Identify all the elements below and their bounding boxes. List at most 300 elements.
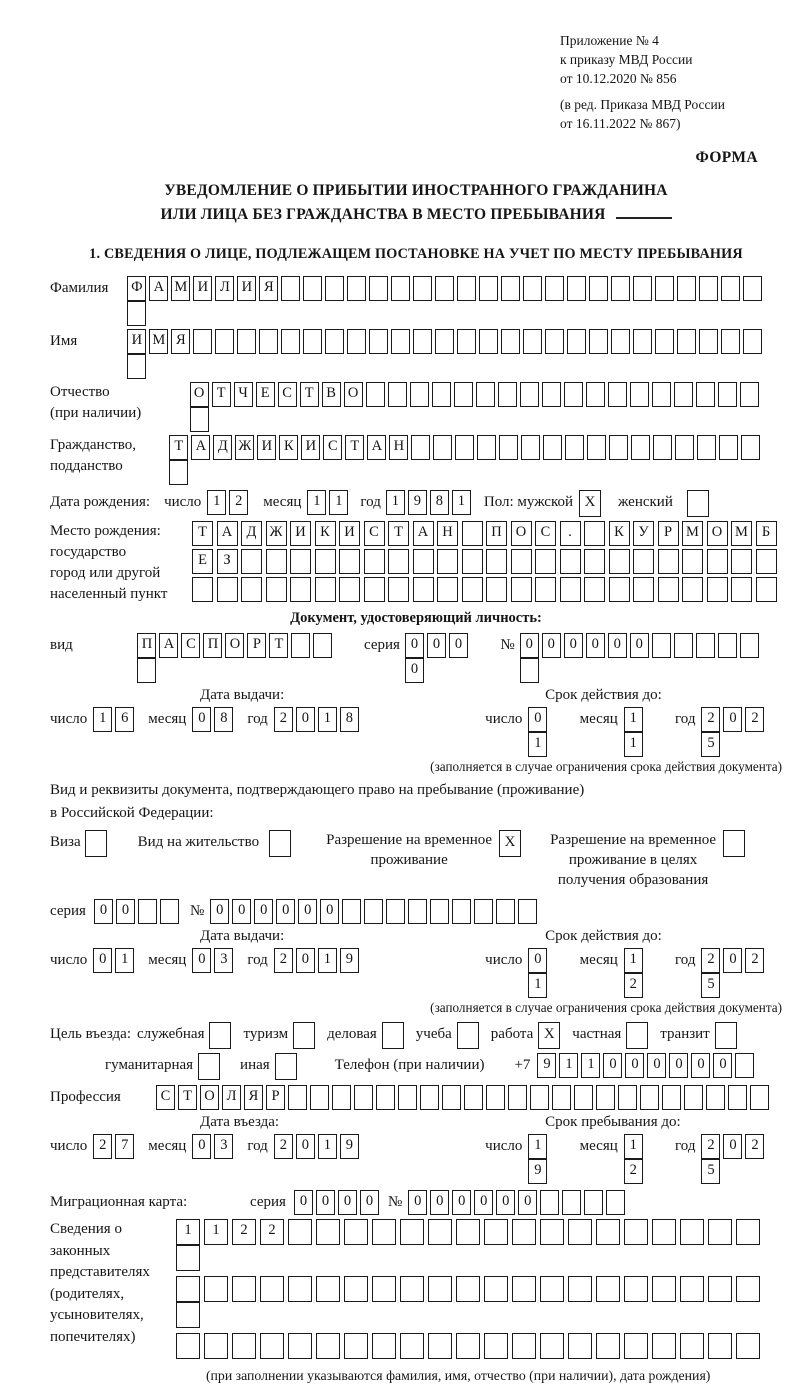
char-box[interactable]: 9	[528, 1159, 547, 1184]
char-box[interactable]: 0	[254, 899, 273, 924]
char-box[interactable]	[176, 1333, 200, 1359]
char-box[interactable]	[511, 549, 532, 574]
char-box[interactable]	[410, 382, 429, 407]
char-box[interactable]	[369, 276, 388, 301]
char-box[interactable]: 1	[307, 490, 326, 515]
char-box[interactable]	[364, 549, 385, 574]
char-box[interactable]	[420, 1085, 439, 1110]
char-box[interactable]: 2	[232, 1219, 256, 1245]
char-box[interactable]	[442, 1085, 461, 1110]
char-box[interactable]	[241, 577, 262, 602]
char-box[interactable]	[731, 549, 752, 574]
char-box[interactable]	[530, 1085, 549, 1110]
char-box[interactable]	[477, 435, 496, 460]
char-box[interactable]: 0	[427, 633, 446, 658]
char-box[interactable]: Т	[178, 1085, 197, 1110]
char-box[interactable]: 2	[624, 973, 643, 998]
char-box[interactable]	[535, 549, 556, 574]
char-box[interactable]: П	[203, 633, 222, 658]
char-box[interactable]	[674, 633, 693, 658]
char-box[interactable]	[721, 329, 740, 354]
char-box[interactable]: 1	[318, 707, 337, 732]
char-box[interactable]	[545, 329, 564, 354]
char-box[interactable]	[574, 1085, 593, 1110]
char-box[interactable]	[736, 1219, 760, 1245]
char-box[interactable]	[288, 1333, 312, 1359]
char-box[interactable]: 5	[701, 1159, 720, 1184]
char-box[interactable]: М	[171, 276, 190, 301]
char-box[interactable]	[652, 1276, 676, 1302]
char-box[interactable]: 2	[745, 1134, 764, 1159]
char-box[interactable]	[364, 577, 385, 602]
char-box[interactable]	[624, 1276, 648, 1302]
char-box[interactable]	[608, 382, 627, 407]
char-box[interactable]	[344, 1219, 368, 1245]
char-box[interactable]: 0	[405, 633, 424, 658]
char-box[interactable]	[606, 1190, 625, 1215]
char-box[interactable]: 1	[318, 1134, 337, 1159]
char-box[interactable]	[680, 1276, 704, 1302]
char-box[interactable]	[339, 577, 360, 602]
char-box[interactable]	[682, 549, 703, 574]
char-box[interactable]	[457, 1022, 479, 1049]
char-box[interactable]: Е	[192, 549, 213, 574]
char-box[interactable]	[291, 633, 310, 658]
char-box[interactable]	[633, 276, 652, 301]
char-box[interactable]: 1	[204, 1219, 228, 1245]
char-box[interactable]: 1	[318, 948, 337, 973]
char-box[interactable]	[430, 899, 449, 924]
char-box[interactable]: 1	[386, 490, 405, 515]
char-box[interactable]	[756, 577, 777, 602]
char-box[interactable]	[232, 1333, 256, 1359]
char-box[interactable]	[452, 899, 471, 924]
char-box[interactable]: 0	[723, 948, 742, 973]
char-box[interactable]: О	[511, 521, 532, 546]
char-box[interactable]	[372, 1276, 396, 1302]
char-box[interactable]	[652, 1333, 676, 1359]
char-box[interactable]	[680, 1219, 704, 1245]
char-box[interactable]: С	[156, 1085, 175, 1110]
char-box[interactable]	[662, 1085, 681, 1110]
char-box[interactable]: В	[322, 382, 341, 407]
char-box[interactable]: 0	[316, 1190, 335, 1215]
char-box[interactable]	[587, 435, 606, 460]
char-box[interactable]	[281, 276, 300, 301]
char-box[interactable]	[736, 1333, 760, 1359]
char-box[interactable]: 0	[691, 1053, 710, 1078]
char-box[interactable]	[652, 633, 671, 658]
char-box[interactable]	[411, 435, 430, 460]
char-box[interactable]: Т	[192, 521, 213, 546]
char-box[interactable]	[609, 549, 630, 574]
char-box[interactable]: А	[159, 633, 178, 658]
char-box[interactable]	[372, 1333, 396, 1359]
char-box[interactable]: 0	[542, 633, 561, 658]
char-box[interactable]	[501, 329, 520, 354]
char-box[interactable]	[290, 577, 311, 602]
char-box[interactable]	[137, 658, 156, 683]
char-box[interactable]: А	[149, 276, 168, 301]
char-box[interactable]: О	[190, 382, 209, 407]
char-box[interactable]	[325, 329, 344, 354]
char-box[interactable]	[435, 276, 454, 301]
char-box[interactable]: 0	[192, 948, 211, 973]
char-box[interactable]	[540, 1333, 564, 1359]
char-box[interactable]: И	[290, 521, 311, 546]
char-box[interactable]	[552, 1085, 571, 1110]
char-box[interactable]	[535, 577, 556, 602]
char-box[interactable]: 0	[408, 1190, 427, 1215]
char-box[interactable]	[237, 329, 256, 354]
char-box[interactable]	[217, 577, 238, 602]
char-box[interactable]	[741, 435, 760, 460]
char-box[interactable]	[521, 435, 540, 460]
char-box[interactable]: 7	[115, 1134, 134, 1159]
char-box[interactable]	[596, 1333, 620, 1359]
char-box[interactable]: Д	[213, 435, 232, 460]
char-box[interactable]: К	[609, 521, 630, 546]
char-box[interactable]	[499, 435, 518, 460]
char-box[interactable]: 0	[520, 633, 539, 658]
char-box[interactable]: И	[237, 276, 256, 301]
char-box[interactable]: X	[499, 830, 521, 857]
char-box[interactable]	[677, 276, 696, 301]
char-box[interactable]	[269, 830, 291, 857]
char-box[interactable]: X	[538, 1022, 560, 1049]
char-box[interactable]: 0	[360, 1190, 379, 1215]
char-box[interactable]: 1	[624, 732, 643, 757]
char-box[interactable]	[462, 521, 483, 546]
char-box[interactable]	[756, 549, 777, 574]
char-box[interactable]	[484, 1276, 508, 1302]
char-box[interactable]	[707, 549, 728, 574]
char-box[interactable]: 1	[624, 1134, 643, 1159]
char-box[interactable]	[344, 1276, 368, 1302]
char-box[interactable]	[584, 1190, 603, 1215]
char-box[interactable]	[85, 830, 107, 857]
char-box[interactable]	[479, 329, 498, 354]
char-box[interactable]: 2	[260, 1219, 284, 1245]
char-box[interactable]	[169, 460, 188, 485]
char-box[interactable]	[457, 276, 476, 301]
char-box[interactable]: 0	[232, 899, 251, 924]
char-box[interactable]	[413, 577, 434, 602]
char-box[interactable]: 0	[296, 948, 315, 973]
char-box[interactable]	[658, 577, 679, 602]
char-box[interactable]	[584, 577, 605, 602]
char-box[interactable]	[413, 276, 432, 301]
char-box[interactable]	[303, 329, 322, 354]
char-box[interactable]: Я	[259, 276, 278, 301]
char-box[interactable]: Т	[345, 435, 364, 460]
char-box[interactable]	[696, 633, 715, 658]
char-box[interactable]: 2	[274, 948, 293, 973]
char-box[interactable]: 0	[669, 1053, 688, 1078]
char-box[interactable]: 9	[340, 948, 359, 973]
char-box[interactable]	[633, 549, 654, 574]
char-box[interactable]: 0	[276, 899, 295, 924]
char-box[interactable]: 1	[581, 1053, 600, 1078]
char-box[interactable]	[542, 382, 561, 407]
char-box[interactable]	[568, 1276, 592, 1302]
char-box[interactable]	[388, 577, 409, 602]
char-box[interactable]	[750, 1085, 769, 1110]
char-box[interactable]	[456, 1219, 480, 1245]
char-box[interactable]: 2	[745, 948, 764, 973]
char-box[interactable]	[630, 382, 649, 407]
char-box[interactable]	[342, 899, 361, 924]
char-box[interactable]: 0	[474, 1190, 493, 1215]
char-box[interactable]: 1	[528, 732, 547, 757]
char-box[interactable]	[190, 407, 209, 432]
char-box[interactable]	[609, 577, 630, 602]
char-box[interactable]	[708, 1219, 732, 1245]
char-box[interactable]	[699, 276, 718, 301]
char-box[interactable]: Ф	[127, 276, 146, 301]
char-box[interactable]: 0	[296, 1134, 315, 1159]
char-box[interactable]	[560, 577, 581, 602]
char-box[interactable]: М	[149, 329, 168, 354]
char-box[interactable]	[682, 577, 703, 602]
char-box[interactable]: 0	[294, 1190, 313, 1215]
char-box[interactable]: 9	[408, 490, 427, 515]
char-box[interactable]	[344, 1333, 368, 1359]
char-box[interactable]	[316, 1333, 340, 1359]
char-box[interactable]	[715, 1022, 737, 1049]
char-box[interactable]: 0	[405, 658, 424, 683]
char-box[interactable]	[523, 329, 542, 354]
char-box[interactable]: Т	[169, 435, 188, 460]
char-box[interactable]: 2	[701, 707, 720, 732]
char-box[interactable]: Б	[756, 521, 777, 546]
char-box[interactable]	[740, 633, 759, 658]
char-box[interactable]: 6	[115, 707, 134, 732]
char-box[interactable]	[687, 490, 709, 517]
char-box[interactable]	[192, 577, 213, 602]
char-box[interactable]	[215, 329, 234, 354]
char-box[interactable]	[204, 1276, 228, 1302]
char-box[interactable]	[176, 1276, 200, 1302]
char-box[interactable]	[586, 382, 605, 407]
char-box[interactable]: 9	[537, 1053, 556, 1078]
char-box[interactable]	[652, 1219, 676, 1245]
char-box[interactable]	[388, 382, 407, 407]
char-box[interactable]	[611, 329, 630, 354]
char-box[interactable]	[626, 1022, 648, 1049]
char-box[interactable]	[316, 1219, 340, 1245]
char-box[interactable]	[731, 577, 752, 602]
char-box[interactable]	[589, 329, 608, 354]
char-box[interactable]	[275, 1053, 297, 1080]
char-box[interactable]: Р	[247, 633, 266, 658]
char-box[interactable]	[176, 1302, 200, 1328]
char-box[interactable]: Р	[658, 521, 679, 546]
char-box[interactable]: 5	[701, 732, 720, 757]
char-box[interactable]: 1	[624, 707, 643, 732]
char-box[interactable]	[486, 549, 507, 574]
char-box[interactable]	[674, 382, 693, 407]
char-box[interactable]: Я	[171, 329, 190, 354]
char-box[interactable]	[303, 276, 322, 301]
char-box[interactable]	[455, 435, 474, 460]
char-box[interactable]	[618, 1085, 637, 1110]
char-box[interactable]: 0	[713, 1053, 732, 1078]
char-box[interactable]: .	[560, 521, 581, 546]
char-box[interactable]	[476, 382, 495, 407]
char-box[interactable]	[160, 899, 179, 924]
char-box[interactable]: 0	[647, 1053, 666, 1078]
char-box[interactable]	[680, 1333, 704, 1359]
char-box[interactable]	[567, 329, 586, 354]
char-box[interactable]	[540, 1190, 559, 1215]
char-box[interactable]: Н	[437, 521, 458, 546]
char-box[interactable]: 1	[207, 490, 226, 515]
char-box[interactable]	[325, 276, 344, 301]
char-box[interactable]	[313, 633, 332, 658]
char-box[interactable]	[364, 899, 383, 924]
char-box[interactable]	[484, 1219, 508, 1245]
char-box[interactable]	[735, 1053, 754, 1078]
char-box[interactable]: 0	[608, 633, 627, 658]
char-box[interactable]	[260, 1276, 284, 1302]
char-box[interactable]	[376, 1085, 395, 1110]
char-box[interactable]	[523, 276, 542, 301]
char-box[interactable]: 2	[274, 1134, 293, 1159]
char-box[interactable]	[479, 276, 498, 301]
char-box[interactable]: 0	[723, 707, 742, 732]
char-box[interactable]	[653, 435, 672, 460]
char-box[interactable]	[437, 577, 458, 602]
char-box[interactable]	[565, 435, 584, 460]
char-box[interactable]	[386, 899, 405, 924]
char-box[interactable]: У	[633, 521, 654, 546]
char-box[interactable]: 8	[430, 490, 449, 515]
char-box[interactable]	[640, 1085, 659, 1110]
char-box[interactable]: Р	[266, 1085, 285, 1110]
char-box[interactable]	[658, 549, 679, 574]
char-box[interactable]	[209, 1022, 231, 1049]
char-box[interactable]	[400, 1219, 424, 1245]
char-box[interactable]	[743, 276, 762, 301]
char-box[interactable]	[545, 276, 564, 301]
char-box[interactable]	[564, 382, 583, 407]
char-box[interactable]	[193, 329, 212, 354]
char-box[interactable]: 1	[329, 490, 348, 515]
char-box[interactable]: 2	[701, 948, 720, 973]
char-box[interactable]	[624, 1219, 648, 1245]
char-box[interactable]	[718, 633, 737, 658]
char-box[interactable]: 1	[93, 707, 112, 732]
char-box[interactable]: О	[707, 521, 728, 546]
char-box[interactable]: 1	[528, 1134, 547, 1159]
char-box[interactable]: 5	[701, 973, 720, 998]
char-box[interactable]: И	[339, 521, 360, 546]
char-box[interactable]	[740, 382, 759, 407]
char-box[interactable]: 0	[630, 633, 649, 658]
char-box[interactable]	[288, 1219, 312, 1245]
char-box[interactable]	[310, 1085, 329, 1110]
char-box[interactable]	[266, 577, 287, 602]
char-box[interactable]	[457, 329, 476, 354]
char-box[interactable]: П	[137, 633, 156, 658]
char-box[interactable]	[589, 276, 608, 301]
char-box[interactable]	[428, 1333, 452, 1359]
char-box[interactable]	[697, 435, 716, 460]
char-box[interactable]	[633, 329, 652, 354]
char-box[interactable]: С	[535, 521, 556, 546]
char-box[interactable]: 1	[559, 1053, 578, 1078]
char-box[interactable]: И	[127, 329, 146, 354]
char-box[interactable]	[398, 1085, 417, 1110]
char-box[interactable]	[567, 276, 586, 301]
char-box[interactable]: 3	[214, 948, 233, 973]
char-box[interactable]: 1	[528, 973, 547, 998]
char-box[interactable]	[560, 549, 581, 574]
char-box[interactable]: 0	[452, 1190, 471, 1215]
char-box[interactable]: 2	[229, 490, 248, 515]
char-box[interactable]	[456, 1333, 480, 1359]
char-box[interactable]	[354, 1085, 373, 1110]
char-box[interactable]	[633, 577, 654, 602]
char-box[interactable]: 0	[210, 899, 229, 924]
char-box[interactable]	[743, 329, 762, 354]
char-box[interactable]: 0	[320, 899, 339, 924]
char-box[interactable]	[696, 382, 715, 407]
char-box[interactable]: 0	[338, 1190, 357, 1215]
char-box[interactable]	[728, 1085, 747, 1110]
char-box[interactable]	[454, 382, 473, 407]
char-box[interactable]	[708, 1333, 732, 1359]
char-box[interactable]	[474, 899, 493, 924]
char-box[interactable]: 0	[723, 1134, 742, 1159]
char-box[interactable]	[719, 435, 738, 460]
char-box[interactable]: 8	[340, 707, 359, 732]
char-box[interactable]	[721, 276, 740, 301]
char-box[interactable]	[400, 1333, 424, 1359]
char-box[interactable]	[652, 382, 671, 407]
char-box[interactable]	[508, 1085, 527, 1110]
char-box[interactable]	[562, 1190, 581, 1215]
char-box[interactable]: О	[344, 382, 363, 407]
char-box[interactable]	[388, 549, 409, 574]
char-box[interactable]	[456, 1276, 480, 1302]
char-box[interactable]	[584, 521, 605, 546]
char-box[interactable]: 0	[93, 948, 112, 973]
char-box[interactable]: 0	[192, 707, 211, 732]
char-box[interactable]: 2	[274, 707, 293, 732]
char-box[interactable]	[288, 1276, 312, 1302]
char-box[interactable]	[315, 549, 336, 574]
char-box[interactable]	[596, 1219, 620, 1245]
char-box[interactable]	[723, 830, 745, 857]
char-box[interactable]	[540, 1276, 564, 1302]
char-box[interactable]	[486, 577, 507, 602]
char-box[interactable]: Н	[389, 435, 408, 460]
char-box[interactable]: 1	[176, 1219, 200, 1245]
char-box[interactable]	[675, 435, 694, 460]
char-box[interactable]	[432, 382, 451, 407]
char-box[interactable]	[596, 1085, 615, 1110]
char-box[interactable]	[609, 435, 628, 460]
char-box[interactable]	[498, 382, 517, 407]
char-box[interactable]: 2	[624, 1159, 643, 1184]
char-box[interactable]	[631, 435, 650, 460]
char-box[interactable]: 0	[586, 633, 605, 658]
char-box[interactable]	[708, 1276, 732, 1302]
char-box[interactable]: 0	[603, 1053, 622, 1078]
char-box[interactable]	[413, 329, 432, 354]
